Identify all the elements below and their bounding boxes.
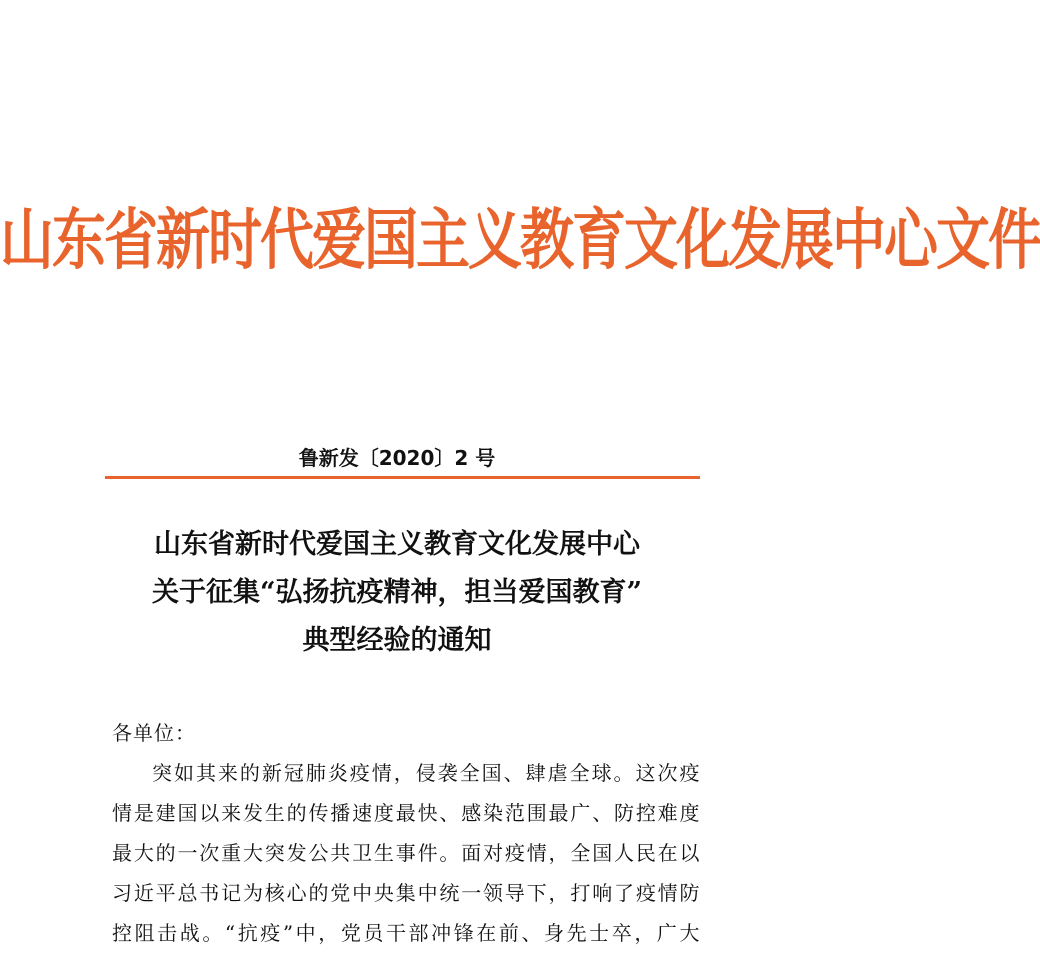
red-divider-line — [105, 476, 700, 479]
letterhead-org-name: 山东省新时代爱国主义教育文化发展中心文件 — [0, 201, 1040, 279]
paragraph-line-3: 最大的一次重大突发公共卫生事件。面对疫情，全国人民在以 — [112, 841, 700, 865]
title-line-3: 典型经验的通知 — [302, 625, 492, 656]
paragraph-line-2: 情是建国以来发生的传播速度最快、感染范围最广、防控难度 — [112, 801, 700, 825]
document-number: 鲁新发〔2020〕2 号 — [298, 446, 496, 470]
salutation: 各单位： — [112, 721, 196, 745]
paragraph-line-5: 控阻击战。“抗疫”中，党员干部冲锋在前、身先士卒，广大 — [112, 921, 700, 945]
document-body — [112, 716, 700, 956]
paragraph-line-1: 突如其来的新冠肺炎疫情，侵袭全国、肆虐全球。这次疫 — [152, 761, 700, 785]
document-title — [0, 526, 794, 670]
title-line-2: 关于征集“弘扬抗疫精神，担当爱国教育” — [151, 577, 643, 608]
title-line-1: 山东省新时代爱国主义教育文化发展中心 — [154, 529, 640, 560]
paragraph-line-4: 习近平总书记为核心的党中央集中统一领导下，打响了疫情防 — [112, 881, 700, 905]
